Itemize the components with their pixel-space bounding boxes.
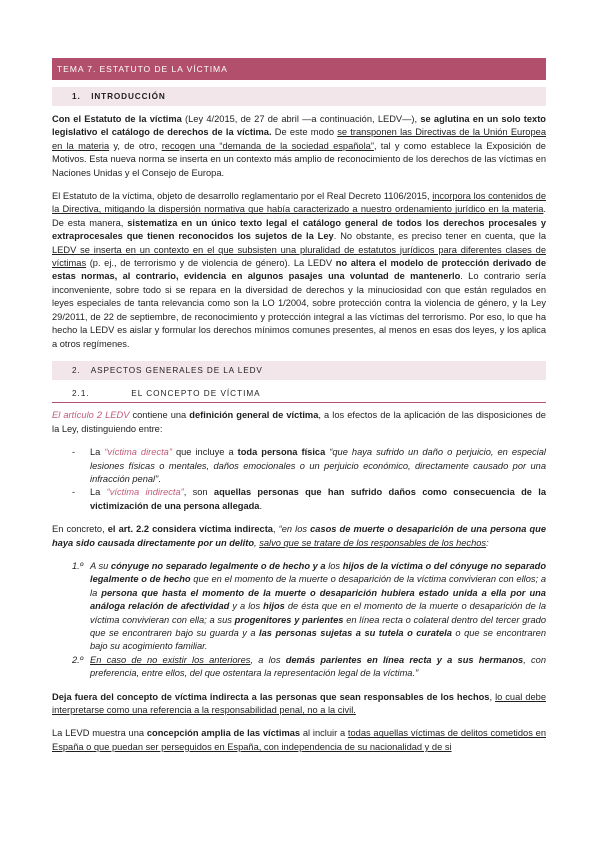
section-title: INTRODUCCIÓN — [91, 92, 166, 101]
text-run: aquellas personas que han sufrido daños como consecuencia de la victimización de una persona allegada — [90, 487, 546, 511]
text-run: . No obstante, es preciso tener en cuenta, que la — [333, 231, 547, 242]
text-run: el art. 2.2 considera víctima indirecta — [107, 524, 273, 535]
list-item — [72, 446, 546, 486]
text-run: cónyuge no separado legalmente o de hecho y a — [110, 560, 326, 571]
text-run: y a los — [229, 601, 264, 612]
text-run: “víctima indirecta” — [106, 487, 184, 498]
text-run: (p. ej., de terrorismo y de violencia de género). La LEDV — [86, 258, 336, 269]
list-item-text — [90, 561, 546, 651]
text-run: de ésta que en el momento de la muerte o desaparición de la víctima convivieran con ella; a sus — [90, 601, 547, 625]
text-run: se aglutina en un solo texto legislativo el catálogo de derechos de la víctima. — [52, 114, 546, 138]
text-run: no altera el modelo de protección derivado de estas normas, al contrario, evidencia en algunos pasajes una voluntad de mantenerlo — [52, 258, 546, 282]
text-run: o que se encontraren bajo su acogimiento familiar. — [90, 628, 546, 652]
text-run: demás parientes en línea recta y a sus hermanos — [285, 654, 524, 665]
text-run: concepción amplia de las víctimas — [146, 728, 301, 739]
paragraph — [52, 691, 546, 718]
text-run: Con el Estatuto de la víctima — [52, 114, 182, 124]
text-run: casos de muerte o desaparición de una persona que haya sido causada directamente por un delito — [52, 524, 546, 548]
text-run: lo cual debe interpretarse como una referencia a la responsabilidad penal, no a la civil. — [52, 691, 547, 716]
list-item-text — [90, 655, 546, 678]
section-number: 1. — [72, 92, 81, 101]
list-marker: 1.º — [72, 560, 84, 571]
list-marker: 2.º — [72, 654, 84, 665]
list-item — [72, 486, 546, 513]
text-run: al incluir a — [300, 728, 348, 739]
subsection-heading-concepto — [52, 387, 546, 403]
text-run: En concreto, — [52, 524, 108, 535]
text-run: todas aquellas víctimas de delitos cometidos en España o que puedan ser perseguidos en España, con independencia de su nacionalidad y de si — [52, 728, 546, 752]
text-run: las personas sujetas a su tutela o curatela — [259, 628, 452, 638]
text-run: y, de otro, — [109, 140, 162, 151]
text-run: El artículo 2 LEDV — [52, 410, 130, 421]
paragraph — [52, 523, 546, 550]
text-run: La — [90, 487, 107, 498]
text-run: “que haya sufrido un daño o perjuicio, en especial lesiones físicas o mentales, daños emocionales o un perjuicio económico, directamente causado por una infracción penal” — [90, 447, 546, 484]
text-run: incorpora los contenidos de la Directiva, mitigando la dispersión normativa que había caracterizado a nuestro ordenamiento jurídico en la materia — [52, 191, 546, 215]
text-run: recogen una “demanda de la sociedad española” — [161, 140, 374, 151]
text-run: , — [489, 691, 496, 702]
subsection-number: 2.1. — [72, 388, 90, 398]
victim-types-list — [72, 446, 546, 513]
text-run: en línea recta o colateral dentro del tercer grado que se encontraren bajo su guarda y a — [90, 614, 546, 638]
section-title: ASPECTOS GENERALES DE LA LEDV — [90, 365, 263, 375]
text-run: sistematiza en un único texto legal el catálogo general de todos los derechos procesales y extraprocesales que tienen reconocidos los sujetos de la Ley — [52, 217, 546, 242]
text-run: En caso de no existir los anteriores — [90, 654, 251, 665]
text-run: toda persona física — [237, 447, 326, 458]
text-run: El Estatuto de la víctima, objeto de desarrollo reglamentario por el Real Decreto 1106/2015, — [52, 191, 433, 202]
text-run: , son — [183, 487, 214, 498]
text-run: que incluye a — [171, 447, 238, 458]
text-run: , a los efectos de la aplicación de las disposiciones de la Ley, distinguiendo entre: — [52, 410, 546, 434]
text-run: , a los — [250, 654, 286, 665]
section-number: 2. — [72, 365, 81, 375]
text-run: contiene una — [129, 410, 190, 421]
indirect-victims-list — [72, 560, 546, 681]
text-run: salvo que se tratare de los responsables de los hechos — [259, 537, 487, 548]
text-run: . — [259, 500, 263, 511]
chapter-title-bar: TEMA 7. ESTATUTO DE LA VÍCTIMA — [52, 58, 546, 80]
text-run: definición general de víctima — [189, 410, 319, 421]
text-run: La — [90, 447, 105, 458]
list-item — [72, 654, 546, 681]
text-run: “en los — [278, 524, 311, 535]
text-run: LEDV se inserta en un contexto en el que subsisten una pluralidad de estatutos jurídicos para diferentes clases de víctimas — [52, 244, 546, 269]
text-run: persona que hasta el momento de la muerte o desaparición hubiera estado unida a ella por una análoga relación de afectividad — [90, 587, 546, 612]
text-run: . De esta manera, — [52, 204, 546, 228]
text-run: hijos — [263, 601, 285, 612]
text-run: . — [158, 473, 161, 484]
text-run: : — [486, 537, 489, 548]
text-run: Deja fuera del concepto de víctima indirecta a las personas que sean responsables de los hechos — [52, 691, 490, 702]
text-run: La LEVD muestra una — [52, 728, 147, 739]
document-page — [52, 58, 546, 764]
text-run: De este modo — [271, 127, 338, 138]
list-item — [72, 560, 546, 654]
text-run: , con preferencia, entre ellos, del que ostentara la representación legal de la víctima.” — [90, 654, 546, 679]
section-heading-aspectos — [52, 361, 546, 380]
text-run: progenitores y parientes — [234, 614, 344, 625]
subsection-title: EL CONCEPTO DE VÍCTIMA — [131, 388, 261, 398]
paragraph — [52, 727, 546, 754]
text-run: hijos de la víctima o del cónyuge no separado legalmente o de hecho — [90, 560, 546, 585]
paragraph — [52, 113, 546, 180]
text-run: , — [254, 537, 260, 548]
text-run: los — [325, 560, 343, 571]
text-run: “víctima directa” — [104, 447, 172, 458]
text-run: , — [272, 524, 279, 535]
paragraph — [52, 409, 546, 436]
text-run: . Lo contrario sería inconveniente, sobre todo si se repara en la diversidad de derechos y la minuciosidad con que están regulados en leyes especiales de tanta relevancia como son la LO 1/2004, sobre protección contra la violencia de género, y la Ley 29/2011, de 22 de septiembre, de reconocimiento y protección integral a las víctimas del terrorismo. Por eso, lo que ha hecho la LEDV es aislar y formular los derechos mínimos comunes presentes, al menos en esas dos leyes, y los aplica a otros regímenes. — [52, 271, 546, 349]
paragraph — [52, 190, 546, 351]
section-heading-introduccion — [52, 87, 546, 106]
text-run: A su — [90, 560, 111, 571]
text-run: (Ley 4/2015, de 27 de abril —a continuación, LEDV—), — [181, 114, 421, 124]
text-run: se transponen las Directivas de la Unión Europea en la materia — [52, 127, 546, 151]
text-run: que en el momento de la muerte o desaparición de la víctima convivieran con ellos; a la — [90, 574, 546, 598]
text-run: , tal y como establece la Exposición de Motivos. Esta nueva norma se inserta en un contexto más amplio de reconocimiento de los derechos de las víctimas en Naciones Unidas y el Consejo de Europa. — [52, 140, 546, 178]
